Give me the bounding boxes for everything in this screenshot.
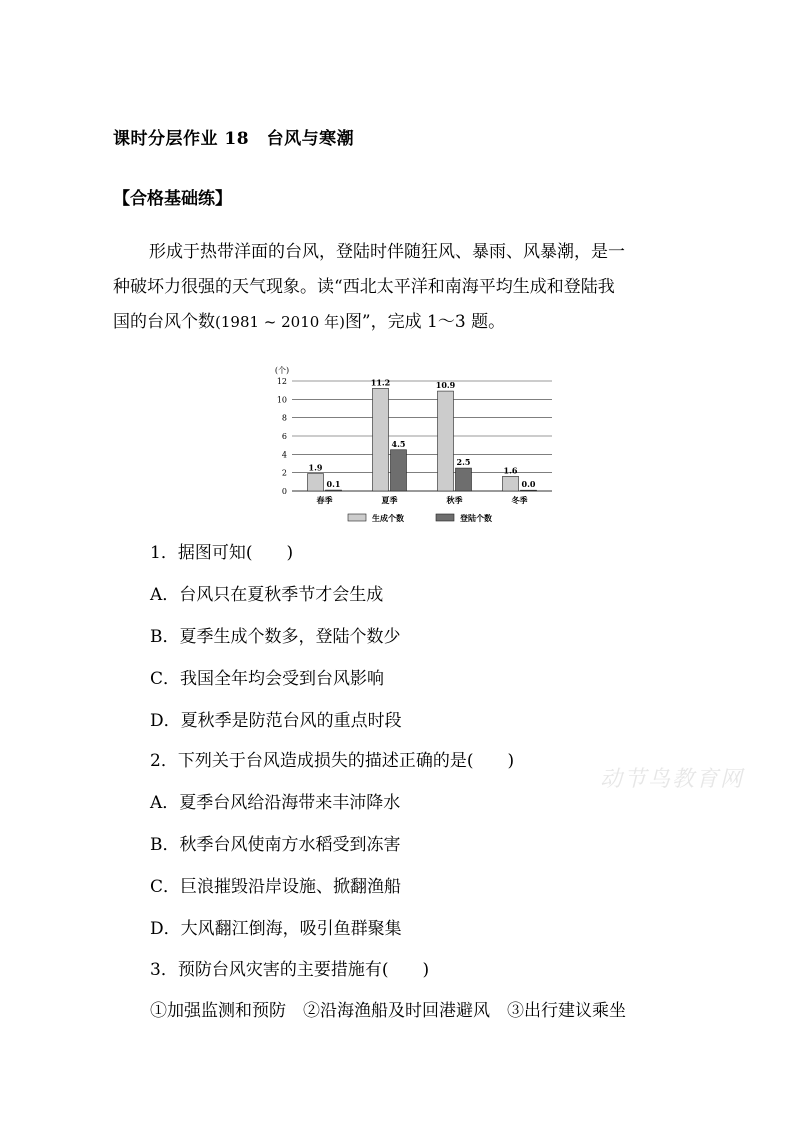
y-tick-label: 2 (281, 468, 287, 478)
bar-generated (373, 388, 389, 491)
intro-line-2: 种破坏力很强的天气现象。读“西北太平洋和南海平均生成和登陆我 (113, 277, 615, 297)
question-1-option-b: B．夏季生成个数多，登陆个数少 (150, 627, 401, 647)
x-tick-label: 夏季 (381, 495, 398, 505)
x-tick-label: 秋季 (446, 495, 463, 505)
y-tick-label: 4 (281, 450, 287, 460)
bar-value-label: 2.5 (456, 457, 471, 468)
bar-value-label: 10.9 (435, 380, 456, 391)
bar-landed (391, 450, 407, 491)
watermark: 动节鸟教育网 (600, 767, 745, 792)
y-tick-label: 8 (281, 413, 287, 423)
page-title: 课时分层作业 18 台风与寒潮 (113, 129, 355, 149)
y-tick-label: 10 (276, 395, 287, 405)
legend-swatch (436, 514, 454, 521)
bar-value-label: 0.1 (326, 479, 341, 490)
question-2-option-a: A．夏季台风给沿海带来丰沛降水 (150, 793, 401, 813)
bar-landed (326, 490, 342, 491)
bar-landed (521, 490, 537, 491)
y-tick-label: 6 (281, 432, 287, 441)
bar-value-label: 11.2 (370, 377, 391, 388)
x-tick-label: 春季 (316, 495, 333, 505)
intro-line-3-a: 国的台风个数 (113, 312, 215, 332)
question-2-option-c: C．巨浪摧毁沿岸设施、掀翻渔船 (150, 877, 402, 897)
question-1-option-c: C．我国全年均会受到台风影响 (150, 669, 385, 689)
bar-value-label: 1.6 (503, 465, 518, 476)
intro-line-1: 形成于热带洋面的台风，登陆时伴随狂风、暴雨、风暴潮，是一 (149, 242, 625, 262)
bar-value-label: 4.5 (391, 438, 406, 449)
question-3-option-line: ①加强监测和预防 ②沿海渔船及时回港避风 ③出行建议乘坐 (150, 1001, 626, 1021)
legend-label: 生成个数 (372, 513, 404, 523)
bar-value-label: 1.9 (308, 462, 323, 473)
intro-line-3-b: (1981 ~ 2010 年) (215, 313, 345, 331)
question-2-option-b: B．秋季台风使南方水稻受到冻害 (150, 835, 401, 855)
question-1-stem: 1．据图可知( ) (150, 543, 294, 563)
bar-generated (503, 476, 519, 491)
x-tick-label: 冬季 (511, 495, 528, 505)
y-tick-label: 0 (281, 487, 287, 496)
bar-generated (308, 474, 324, 491)
typhoon-bar-chart (262, 363, 562, 533)
legend-label: 登陆个数 (460, 513, 492, 523)
question-2-stem: 2．下列关于台风造成损失的描述正确的是( ) (150, 751, 515, 771)
legend-swatch (348, 514, 366, 521)
question-1-option-d: D．夏秋季是防范台风的重点时段 (150, 711, 402, 731)
question-3-stem: 3．预防台风灾害的主要措施有( ) (150, 960, 430, 980)
bar-value-label: 0.0 (521, 479, 536, 490)
y-unit-label: (个) (274, 366, 290, 375)
y-tick-label: 12 (276, 377, 287, 386)
question-2-option-d: D．大风翻江倒海，吸引鱼群聚集 (150, 919, 402, 939)
intro-line-3 (113, 310, 681, 335)
intro-line-3-c: 图”，完成 1～3 题。 (344, 312, 506, 332)
question-1-option-a: A．台风只在夏秋季节才会生成 (150, 585, 384, 605)
section-heading: 【合格基础练】 (113, 189, 232, 209)
intro-paragraph (113, 240, 681, 335)
bar-landed (456, 468, 472, 491)
bar-generated (438, 391, 454, 491)
